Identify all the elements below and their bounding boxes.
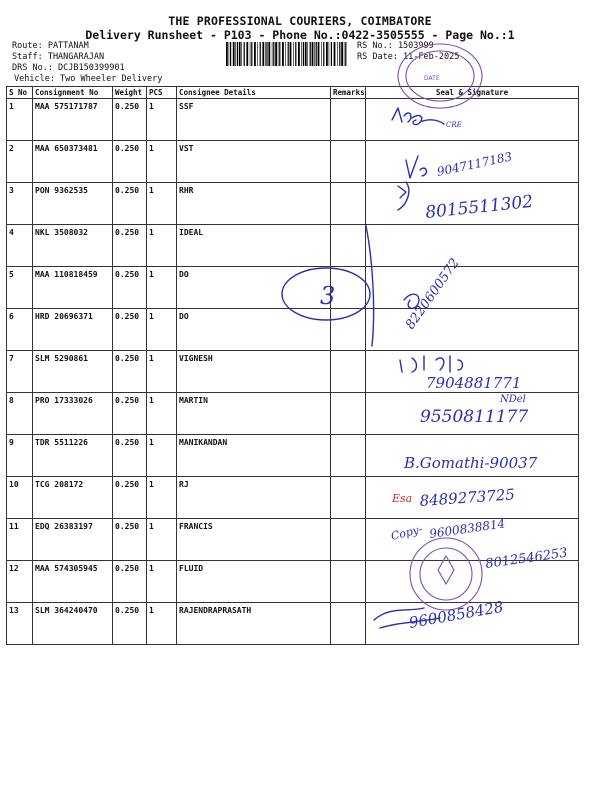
table-row xyxy=(7,561,579,603)
consignee: VIGNESH xyxy=(177,351,331,393)
col-pcs: PCS xyxy=(147,87,177,99)
remarks-cell xyxy=(331,183,366,225)
remarks-cell xyxy=(331,561,366,603)
signature-cell xyxy=(366,267,579,309)
col-sno: S No xyxy=(7,87,33,99)
consignment-no: SLM 364240470 xyxy=(33,603,113,645)
row13-phone: 9600858428 xyxy=(407,597,505,632)
table-row xyxy=(7,225,579,267)
row-sno: 9 xyxy=(7,435,33,477)
row-sno: 2 xyxy=(7,141,33,183)
row-sno: 4 xyxy=(7,225,33,267)
remarks-cell xyxy=(331,309,366,351)
runsheet-table xyxy=(6,86,579,645)
weight: 0.250 xyxy=(113,351,147,393)
remarks-cell xyxy=(331,435,366,477)
row-sno: 1 xyxy=(7,99,33,141)
consignment-no: SLM 5290861 xyxy=(33,351,113,393)
remarks-cell xyxy=(331,477,366,519)
consignee: MARTIN xyxy=(177,393,331,435)
signature-cell xyxy=(366,351,579,393)
row-sno: 7 xyxy=(7,351,33,393)
rs-number: RS No.: 1503999 xyxy=(357,41,434,51)
remarks-cell xyxy=(331,99,366,141)
consignee: RHR xyxy=(177,183,331,225)
weight: 0.250 xyxy=(113,477,147,519)
table-row xyxy=(7,141,579,183)
consignment-no: MAA 574305945 xyxy=(33,561,113,603)
consignment-no: TCG 208172 xyxy=(33,477,113,519)
table-row xyxy=(7,267,579,309)
table-row xyxy=(7,393,579,435)
runsheet-title: Delivery Runsheet - P103 - Phone No.:0422-3505555 - Page No.:1 xyxy=(85,28,515,42)
company-title: THE PROFESSIONAL COURIERS, COIMBATORE xyxy=(168,14,432,28)
row12-phone: 8012546253 xyxy=(484,545,569,572)
consignment-no: TDR 5511226 xyxy=(33,435,113,477)
weight: 0.250 xyxy=(113,141,147,183)
row-sno: 10 xyxy=(7,477,33,519)
table-row xyxy=(7,351,579,393)
row2-phone: 9047117183 xyxy=(435,149,514,179)
row8-phone: 9550811177 xyxy=(420,407,529,427)
row8-initials: NDel xyxy=(500,394,526,405)
signature-cell xyxy=(366,435,579,477)
weight: 0.250 xyxy=(113,519,147,561)
col-consignee: Consignee Details xyxy=(177,87,331,99)
staff-label: Staff: THANGARAJAN xyxy=(12,52,105,62)
row-sno: 11 xyxy=(7,519,33,561)
table-row xyxy=(7,99,579,141)
col-consignment: Consignment No xyxy=(33,87,113,99)
remarks-cell xyxy=(331,519,366,561)
consignment-no: HRD 20696371 xyxy=(33,309,113,351)
rs-date: RS Date: 11-Feb-2025 xyxy=(357,52,460,62)
row10-mark: Esa xyxy=(392,492,413,505)
remarks-cell xyxy=(331,603,366,645)
pcs: 1 xyxy=(147,561,177,603)
row-sno: 13 xyxy=(7,603,33,645)
signature-cell xyxy=(366,561,579,603)
consignment-no: PRO 17333026 xyxy=(33,393,113,435)
row-sno: 8 xyxy=(7,393,33,435)
weight: 0.250 xyxy=(113,309,147,351)
consignee: DO xyxy=(177,309,331,351)
row10-phone: 8489273725 xyxy=(419,485,516,510)
table-header-row xyxy=(7,87,579,99)
pcs: 1 xyxy=(147,141,177,183)
signature-cell xyxy=(366,519,579,561)
weight: 0.250 xyxy=(113,393,147,435)
row6-phone: 8220600572 xyxy=(402,255,463,333)
pcs: 1 xyxy=(147,519,177,561)
route-label: Route: PATTANAM xyxy=(12,41,89,51)
pcs: 1 xyxy=(147,309,177,351)
pcs: 1 xyxy=(147,477,177,519)
vehicle-label: Vehicle: Two Wheeler Delivery xyxy=(14,74,163,84)
weight: 0.250 xyxy=(113,561,147,603)
signature-cell xyxy=(366,477,579,519)
weight: 0.250 xyxy=(113,183,147,225)
row3-phone: 8015511302 xyxy=(424,191,535,223)
row11-note: Copy- xyxy=(389,522,424,543)
col-remarks: Remarks xyxy=(331,87,366,99)
pcs: 1 xyxy=(147,393,177,435)
consignment-no: MAA 650373481 xyxy=(33,141,113,183)
signature-cell xyxy=(366,603,579,645)
weight: 0.250 xyxy=(113,603,147,645)
col-signature: Seal & Signature xyxy=(366,87,579,99)
circled-number: 3 xyxy=(320,282,336,310)
table-row xyxy=(7,435,579,477)
signature-cell xyxy=(366,183,579,225)
pcs: 1 xyxy=(147,225,177,267)
table-row xyxy=(7,183,579,225)
row-sno: 3 xyxy=(7,183,33,225)
drs-number: DRS No.: DCJB150399901 xyxy=(12,63,125,73)
remarks-cell xyxy=(331,267,366,309)
consignee: FRANCIS xyxy=(177,519,331,561)
signature-cell xyxy=(366,309,579,351)
signature-cell xyxy=(366,141,579,183)
remarks-cell xyxy=(331,141,366,183)
barcode xyxy=(226,42,348,66)
consignee: RAJENDRAPRASATH xyxy=(177,603,331,645)
pcs: 1 xyxy=(147,603,177,645)
consignment-no: EDQ 26383197 xyxy=(33,519,113,561)
col-weight: Weight xyxy=(113,87,147,99)
consignment-no: MAA 575171787 xyxy=(33,99,113,141)
stamp-word: DATE xyxy=(424,75,440,82)
weight: 0.250 xyxy=(113,225,147,267)
consignment-no: PON 9362535 xyxy=(33,183,113,225)
table-row xyxy=(7,603,579,645)
consignee: FLUID xyxy=(177,561,331,603)
remarks-cell xyxy=(331,351,366,393)
remarks-cell xyxy=(331,393,366,435)
weight: 0.250 xyxy=(113,99,147,141)
pcs: 1 xyxy=(147,99,177,141)
consignment-no: MAA 110818459 xyxy=(33,267,113,309)
table-row xyxy=(7,519,579,561)
row9-note: B.Gomathi-90037 xyxy=(404,454,538,472)
weight: 0.250 xyxy=(113,435,147,477)
row7-phone: 7904881771 xyxy=(426,374,522,392)
consignee: MANIKANDAN xyxy=(177,435,331,477)
consignment-no: NKL 3508032 xyxy=(33,225,113,267)
pcs: 1 xyxy=(147,183,177,225)
consignee: DO xyxy=(177,267,331,309)
weight: 0.250 xyxy=(113,267,147,309)
pcs: 1 xyxy=(147,435,177,477)
consignee: VST xyxy=(177,141,331,183)
remarks-cell xyxy=(331,225,366,267)
row-sno: 12 xyxy=(7,561,33,603)
consignee: IDEAL xyxy=(177,225,331,267)
pcs: 1 xyxy=(147,267,177,309)
row11-phone: 9600838814 xyxy=(428,516,507,541)
row-sno: 6 xyxy=(7,309,33,351)
signature-cell xyxy=(366,99,579,141)
row1-note: CRE xyxy=(446,121,462,129)
row-sno: 5 xyxy=(7,267,33,309)
signature-cell xyxy=(366,225,579,267)
consignee: RJ xyxy=(177,477,331,519)
table-row xyxy=(7,309,579,351)
consignee: SSF xyxy=(177,99,331,141)
pcs: 1 xyxy=(147,351,177,393)
table-row xyxy=(7,477,579,519)
signature-cell xyxy=(366,393,579,435)
